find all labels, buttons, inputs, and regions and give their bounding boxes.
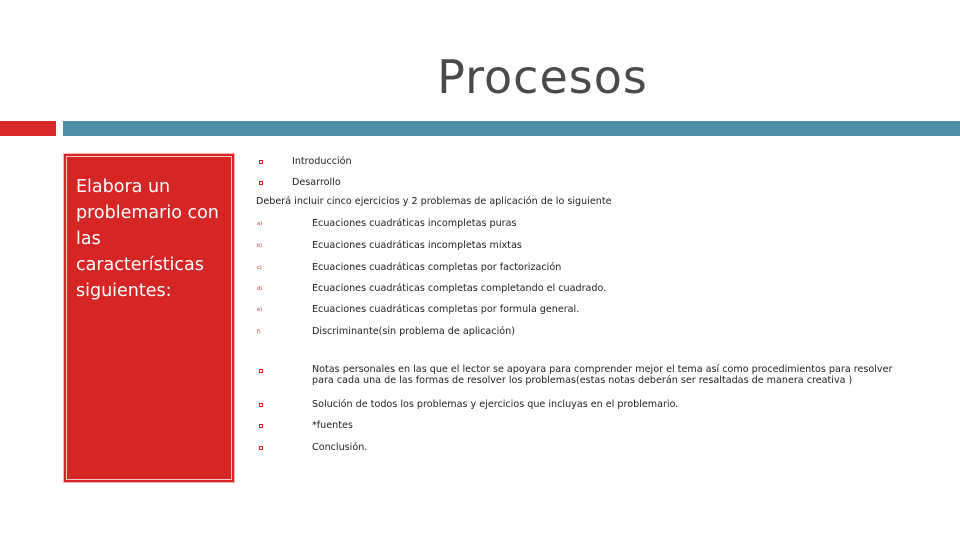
square-bullet-icon <box>259 160 263 164</box>
left-box-text: Elabora un problemario con las características siguientes: <box>76 177 219 301</box>
square-bullet-icon <box>259 181 263 185</box>
item-fuentes: *fuentes <box>312 420 353 431</box>
item-notas: Notas personales en las que el lector se apoyara para comprender mejor el tema así como procedimientos para resolver para cada una de las formas de resolver los problemas(estas notas deberán ser resaltadas de manera creativa ) <box>312 364 893 386</box>
square-bullet-icon <box>259 446 263 450</box>
square-bullet-icon <box>259 369 263 373</box>
accent-bar-blue <box>63 121 960 136</box>
item-conclusion: Conclusión. <box>312 442 368 453</box>
square-bullet-icon <box>259 424 263 428</box>
item-desarrollo: Desarrollo <box>292 177 341 188</box>
accent-bar-red <box>0 121 56 136</box>
item-introduccion: Introducción <box>292 156 352 167</box>
item-solucion: Solución de todos los problemas y ejercicios que incluyas en el problemario. <box>312 399 679 410</box>
left-text-box <box>63 153 235 483</box>
slide-title: Procesos <box>437 50 648 104</box>
square-bullet-icon <box>259 403 263 407</box>
